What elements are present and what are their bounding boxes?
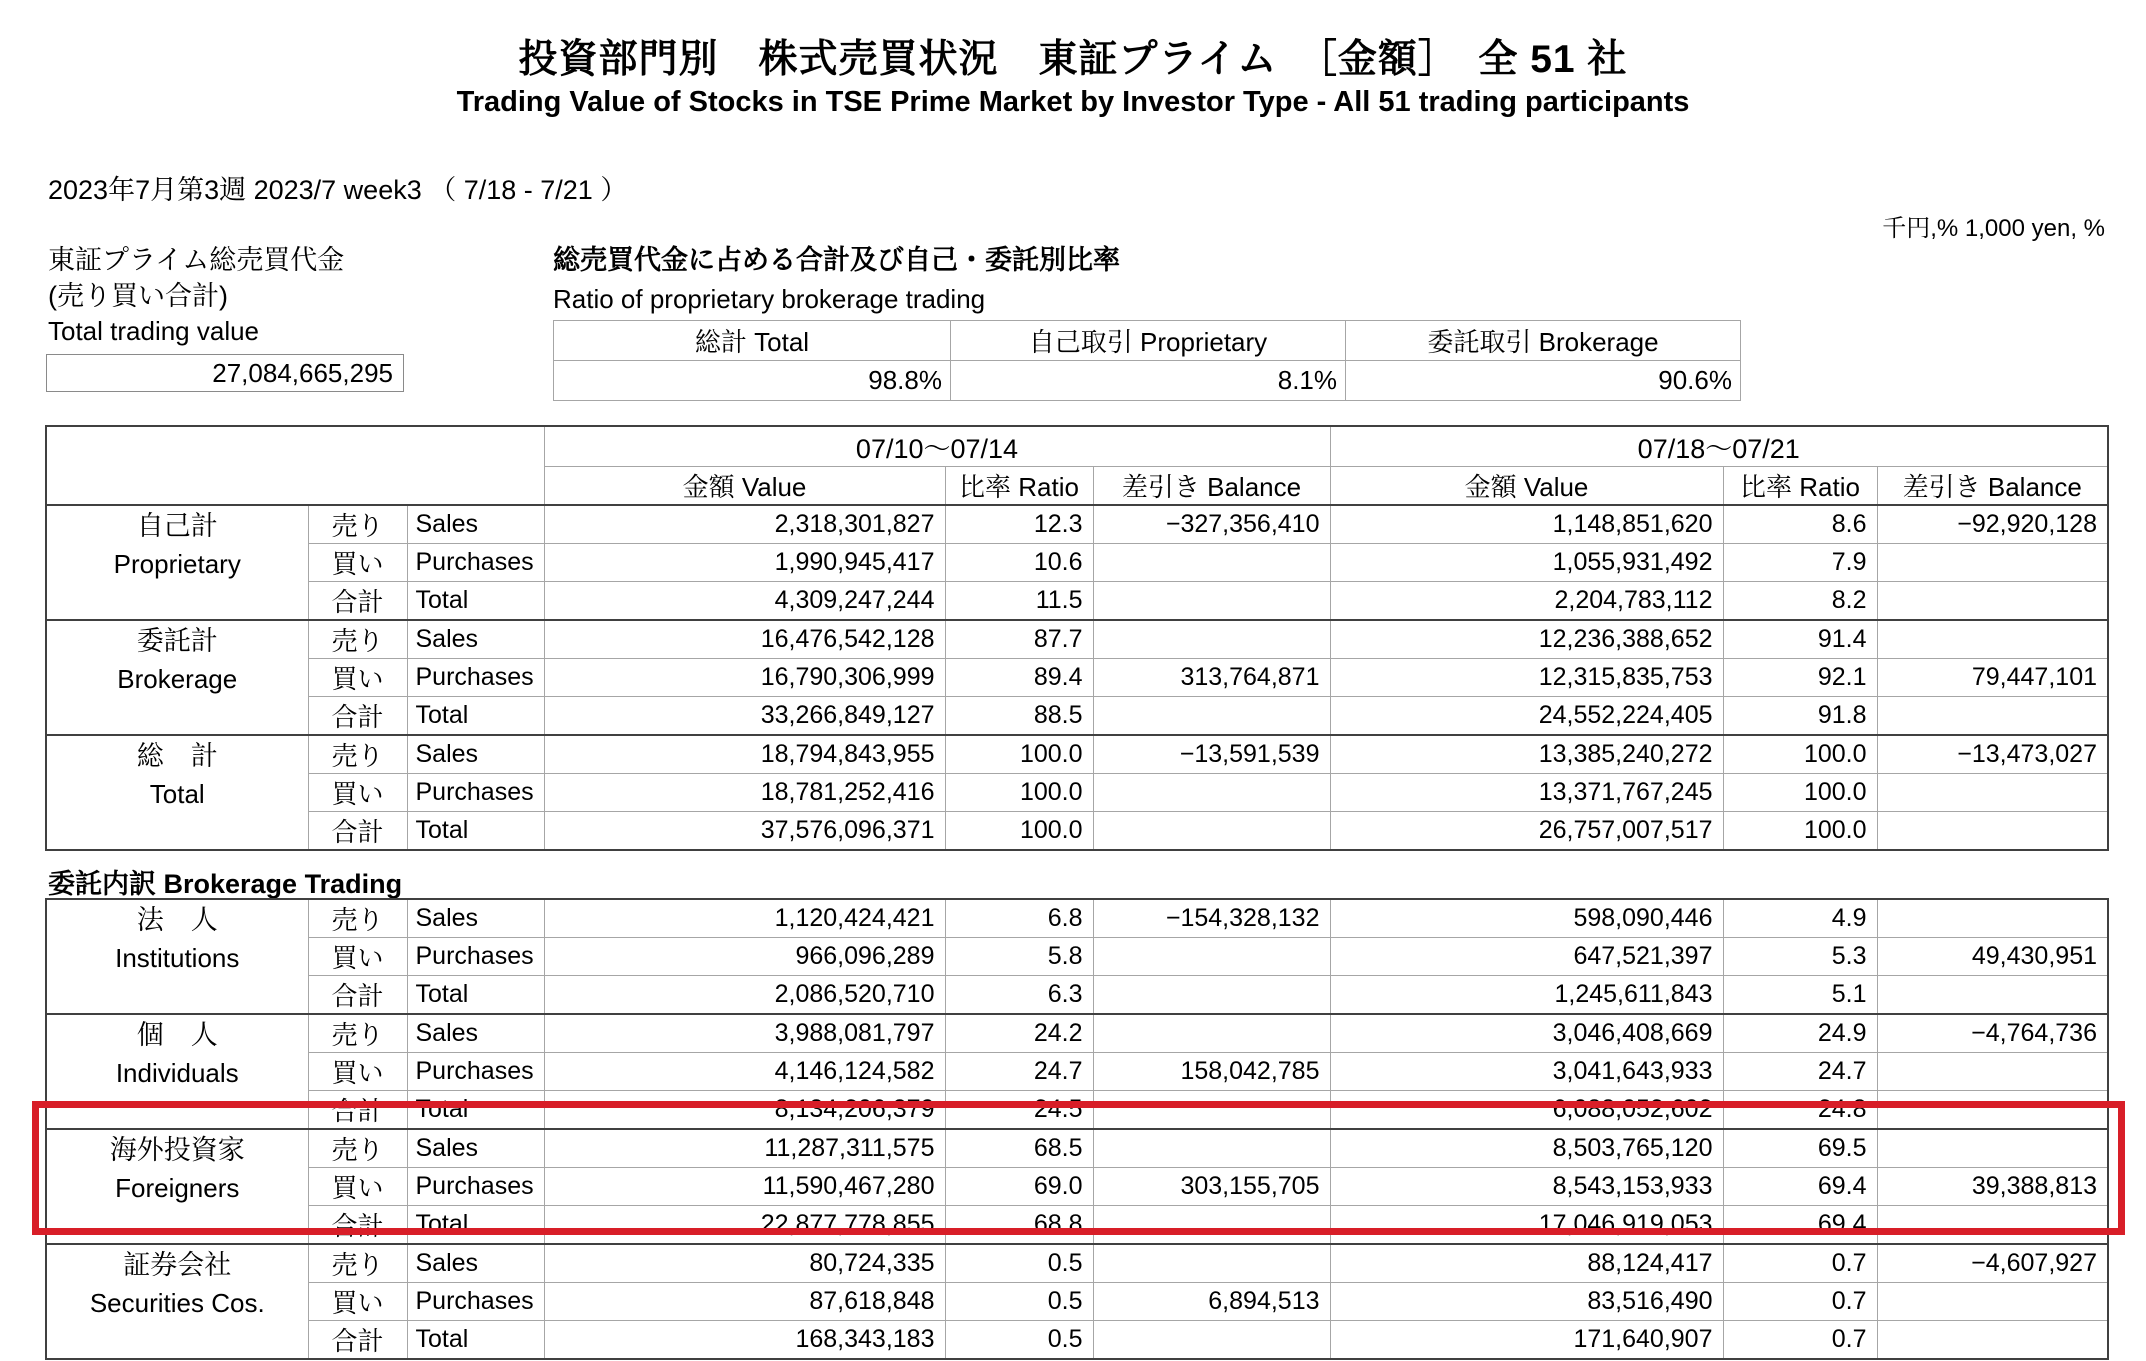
- row-type-en: Total: [407, 976, 544, 1015]
- unit-note: 千円,% 1,000 yen, %: [1882, 215, 2105, 242]
- ratio-cell: 68.8: [945, 1206, 1093, 1245]
- ratio-cell: 88.5: [945, 697, 1093, 736]
- ratio-summary-title-en: Ratio of proprietary brokerage trading: [553, 284, 986, 314]
- ratio-cell: 5.3: [1723, 938, 1877, 976]
- group-name-jp: 総 計: [136, 741, 218, 771]
- row-type-jp: 買い: [308, 938, 407, 976]
- ratio-cell: 91.4: [1723, 620, 1877, 659]
- value-cell: 6,088,052,602: [1330, 1091, 1723, 1130]
- measure-header-value: 金額 Value: [1330, 467, 1723, 506]
- group-label-total: [46, 735, 308, 850]
- balance-cell: [1877, 620, 2108, 659]
- row-type-jp: 合計: [308, 697, 407, 736]
- balance-cell: [1877, 1129, 2108, 1168]
- balance-cell: −154,328,132: [1093, 899, 1330, 938]
- ratio-cell: 69.4: [1723, 1168, 1877, 1206]
- page-title-jp: 投資部門別 株式売買状況 東証プライム ［金額］ 全 51 社: [518, 38, 1628, 81]
- value-cell: 1,055,931,492: [1330, 544, 1723, 582]
- ratio-cell: 89.4: [945, 659, 1093, 697]
- row-type-jp: 買い: [308, 544, 407, 582]
- value-cell: 4,309,247,244: [544, 582, 945, 621]
- value-cell: 13,385,240,272: [1330, 735, 1723, 774]
- value-cell: 2,318,301,827: [544, 505, 945, 544]
- row-type-en: Purchases: [407, 774, 544, 812]
- total-value-label-en: Total trading value: [48, 316, 260, 346]
- value-cell: 80,724,335: [544, 1244, 945, 1283]
- value-cell: 16,476,542,128: [544, 620, 945, 659]
- ratio-cell: 0.7: [1723, 1283, 1877, 1321]
- ratio-cell: 4.9: [1723, 899, 1877, 938]
- value-cell: 12,236,388,652: [1330, 620, 1723, 659]
- balance-cell: [1093, 938, 1330, 976]
- balance-cell: [1093, 1091, 1330, 1130]
- row-type-jp: 売り: [308, 1014, 407, 1053]
- value-cell: 24,552,224,405: [1330, 697, 1723, 736]
- row-type-en: Total: [407, 582, 544, 621]
- ratio-summary-table: [553, 320, 1741, 401]
- balance-cell: −13,591,539: [1093, 735, 1330, 774]
- row-type-jp: 買い: [308, 1053, 407, 1091]
- ratio-cell: 6.3: [945, 976, 1093, 1015]
- balance-cell: [1093, 812, 1330, 851]
- balance-cell: [1093, 1129, 1330, 1168]
- group-name-en: Individuals: [115, 1058, 239, 1088]
- row-type-jp: 買い: [308, 1168, 407, 1206]
- measure-header-value: 金額 Value: [544, 467, 945, 506]
- row-type-en: Sales: [407, 1244, 544, 1283]
- value-cell: 87,618,848: [544, 1283, 945, 1321]
- ratio-cell: 7.9: [1723, 544, 1877, 582]
- measure-header-balance: 差引き Balance: [1877, 467, 2108, 506]
- ratio-proprietary-value: 8.1%: [951, 361, 1346, 401]
- group-name-en: Total: [149, 779, 205, 809]
- row-type-jp: 合計: [308, 582, 407, 621]
- period-header-1: 07/10～07/14: [544, 426, 1330, 467]
- ratio-cell: 0.5: [945, 1321, 1093, 1360]
- ratio-cell: 24.8: [1723, 1091, 1877, 1130]
- balance-cell: [1093, 544, 1330, 582]
- balance-cell: 49,430,951: [1877, 938, 2108, 976]
- balance-cell: 303,155,705: [1093, 1168, 1330, 1206]
- balance-cell: [1877, 774, 2108, 812]
- group-name-en: Foreigners: [115, 1173, 240, 1203]
- ratio-cell: 8.2: [1723, 582, 1877, 621]
- group-name-en: Proprietary: [113, 549, 241, 579]
- row-type-en: Purchases: [407, 544, 544, 582]
- ratio-cell: 87.7: [945, 620, 1093, 659]
- row-type-jp: 売り: [308, 899, 407, 938]
- row-type-jp: 売り: [308, 735, 407, 774]
- ratio-cell: 92.1: [1723, 659, 1877, 697]
- brokerage-section-title: 委託内訳 Brokerage Trading: [48, 869, 403, 899]
- value-cell: 22,877,778,855: [544, 1206, 945, 1245]
- row-type-en: Purchases: [407, 1168, 544, 1206]
- main-trading-table: [45, 425, 2109, 851]
- value-cell: 3,046,408,669: [1330, 1014, 1723, 1053]
- value-cell: 12,315,835,753: [1330, 659, 1723, 697]
- row-type-en: Sales: [407, 620, 544, 659]
- value-cell: 1,245,611,843: [1330, 976, 1723, 1015]
- value-cell: 4,146,124,582: [544, 1053, 945, 1091]
- value-cell: 37,576,096,371: [544, 812, 945, 851]
- total-value-label-jp1: 東証プライム総売買代金: [48, 245, 345, 275]
- row-type-en: Purchases: [407, 938, 544, 976]
- ratio-cell: 5.8: [945, 938, 1093, 976]
- row-type-jp: 合計: [308, 976, 407, 1015]
- value-cell: 88,124,417: [1330, 1244, 1723, 1283]
- value-cell: 966,096,289: [544, 938, 945, 976]
- balance-cell: 79,447,101: [1877, 659, 2108, 697]
- ratio-col-header: 総計 Total: [554, 321, 951, 361]
- balance-cell: [1877, 812, 2108, 851]
- balance-cell: [1093, 582, 1330, 621]
- value-cell: 16,790,306,999: [544, 659, 945, 697]
- balance-cell: −4,607,927: [1877, 1244, 2108, 1283]
- row-type-en: Purchases: [407, 1283, 544, 1321]
- value-cell: 8,503,765,120: [1330, 1129, 1723, 1168]
- balance-cell: [1877, 1206, 2108, 1245]
- row-type-jp: 合計: [308, 1321, 407, 1360]
- ratio-cell: 12.3: [945, 505, 1093, 544]
- row-type-en: Sales: [407, 735, 544, 774]
- balance-cell: [1877, 1321, 2108, 1360]
- ratio-brokerage-value: 90.6%: [1346, 361, 1741, 401]
- ratio-cell: 5.1: [1723, 976, 1877, 1015]
- balance-cell: [1093, 1321, 1330, 1360]
- group-label-foreigners: [46, 1129, 308, 1244]
- total-trading-value: 27,084,665,295: [46, 354, 404, 392]
- value-cell: 18,781,252,416: [544, 774, 945, 812]
- balance-cell: [1877, 582, 2108, 621]
- group-name-jp: 証券会社: [123, 1250, 232, 1280]
- ratio-cell: 24.2: [945, 1014, 1093, 1053]
- balance-cell: [1093, 976, 1330, 1015]
- ratio-cell: 100.0: [1723, 812, 1877, 851]
- value-cell: 1,990,945,417: [544, 544, 945, 582]
- balance-cell: 158,042,785: [1093, 1053, 1330, 1091]
- ratio-cell: 69.0: [945, 1168, 1093, 1206]
- group-name-en: Institutions: [115, 943, 240, 973]
- group-label-proprietary: [46, 505, 308, 620]
- row-type-en: Total: [407, 697, 544, 736]
- row-type-jp: 合計: [308, 1206, 407, 1245]
- row-type-jp: 売り: [308, 1129, 407, 1168]
- row-type-jp: 売り: [308, 1244, 407, 1283]
- ratio-cell: 100.0: [945, 812, 1093, 851]
- balance-cell: −4,764,736: [1877, 1014, 2108, 1053]
- ratio-total-value: 98.8%: [554, 361, 951, 401]
- group-name-jp: 委託計: [136, 626, 218, 656]
- balance-cell: [1093, 1244, 1330, 1283]
- value-cell: 83,516,490: [1330, 1283, 1723, 1321]
- ratio-cell: 91.8: [1723, 697, 1877, 736]
- balance-cell: [1093, 697, 1330, 736]
- ratio-cell: 0.5: [945, 1283, 1093, 1321]
- balance-cell: −92,920,128: [1877, 505, 2108, 544]
- balance-cell: [1093, 774, 1330, 812]
- row-type-jp: 買い: [308, 774, 407, 812]
- value-cell: 2,204,783,112: [1330, 582, 1723, 621]
- value-cell: 1,120,424,421: [544, 899, 945, 938]
- balance-cell: [1877, 1053, 2108, 1091]
- value-cell: 8,134,206,379: [544, 1091, 945, 1130]
- row-type-en: Total: [407, 1091, 544, 1130]
- ratio-cell: 100.0: [1723, 735, 1877, 774]
- value-cell: 18,794,843,955: [544, 735, 945, 774]
- ratio-col-header: 自己取引 Proprietary: [951, 321, 1346, 361]
- value-cell: 2,086,520,710: [544, 976, 945, 1015]
- group-label-securities: [46, 1244, 308, 1359]
- ratio-col-header: 委託取引 Brokerage: [1346, 321, 1741, 361]
- value-cell: 11,287,311,575: [544, 1129, 945, 1168]
- ratio-cell: 0.5: [945, 1244, 1093, 1283]
- value-cell: 8,543,153,933: [1330, 1168, 1723, 1206]
- balance-cell: [1877, 976, 2108, 1015]
- row-type-jp: 買い: [308, 659, 407, 697]
- period-header-2: 07/18～07/21: [1330, 426, 2108, 467]
- ratio-cell: 24.9: [1723, 1014, 1877, 1053]
- value-cell: 647,521,397: [1330, 938, 1723, 976]
- balance-cell: −327,356,410: [1093, 505, 1330, 544]
- group-name-en: Securities Cos.: [89, 1288, 265, 1318]
- row-type-en: Total: [407, 1321, 544, 1360]
- ratio-cell: 69.4: [1723, 1206, 1877, 1245]
- value-cell: 1,148,851,620: [1330, 505, 1723, 544]
- value-cell: 26,757,007,517: [1330, 812, 1723, 851]
- ratio-cell: 100.0: [1723, 774, 1877, 812]
- balance-cell: 313,764,871: [1093, 659, 1330, 697]
- measure-header-ratio: 比率 Ratio: [1723, 467, 1877, 506]
- ratio-cell: 100.0: [945, 735, 1093, 774]
- row-type-en: Sales: [407, 505, 544, 544]
- group-name-jp: 法 人: [136, 905, 218, 935]
- ratio-cell: 69.5: [1723, 1129, 1877, 1168]
- row-type-jp: 売り: [308, 505, 407, 544]
- value-cell: 3,988,081,797: [544, 1014, 945, 1053]
- value-cell: 168,343,183: [544, 1321, 945, 1360]
- balance-cell: [1093, 620, 1330, 659]
- balance-cell: [1877, 899, 2108, 938]
- balance-cell: [1877, 544, 2108, 582]
- ratio-cell: 24.5: [945, 1091, 1093, 1130]
- row-type-jp: 売り: [308, 620, 407, 659]
- balance-cell: 6,894,513: [1093, 1283, 1330, 1321]
- row-type-jp: 合計: [308, 1091, 407, 1130]
- value-cell: 171,640,907: [1330, 1321, 1723, 1360]
- ratio-cell: 0.7: [1723, 1321, 1877, 1360]
- value-cell: 17,046,919,053: [1330, 1206, 1723, 1245]
- row-type-en: Purchases: [407, 659, 544, 697]
- group-name-jp: 個 人: [136, 1020, 218, 1050]
- total-value-label-jp2: (売り買い合計): [48, 281, 228, 311]
- row-type-en: Total: [407, 812, 544, 851]
- week-label: 2023年7月第3週 2023/7 week3 （ 7/18 - 7/21 ）: [48, 175, 628, 205]
- group-label-institutions: [46, 899, 308, 1014]
- row-type-en: Sales: [407, 899, 544, 938]
- measure-header-ratio: 比率 Ratio: [945, 467, 1093, 506]
- group-name-en: Brokerage: [117, 664, 238, 694]
- group-label-individuals: [46, 1014, 308, 1129]
- value-cell: 11,590,467,280: [544, 1168, 945, 1206]
- row-type-en: Sales: [407, 1129, 544, 1168]
- row-type-jp: 買い: [308, 1283, 407, 1321]
- measure-header-balance: 差引き Balance: [1093, 467, 1330, 506]
- balance-cell: [1093, 1014, 1330, 1053]
- ratio-cell: 0.7: [1723, 1244, 1877, 1283]
- row-type-jp: 合計: [308, 812, 407, 851]
- balance-cell: 39,388,813: [1877, 1168, 2108, 1206]
- ratio-cell: 10.6: [945, 544, 1093, 582]
- ratio-cell: 24.7: [1723, 1053, 1877, 1091]
- group-name-jp: 海外投資家: [109, 1135, 245, 1165]
- value-cell: 13,371,767,245: [1330, 774, 1723, 812]
- balance-cell: [1093, 1206, 1330, 1245]
- ratio-summary-title-jp: 総売買代金に占める合計及び自己・委託別比率: [553, 245, 1120, 275]
- balance-cell: [1877, 697, 2108, 736]
- group-label-brokerage: [46, 620, 308, 735]
- ratio-cell: 100.0: [945, 774, 1093, 812]
- value-cell: 33,266,849,127: [544, 697, 945, 736]
- balance-cell: −13,473,027: [1877, 735, 2108, 774]
- page-title-en: Trading Value of Stocks in TSE Prime Market by Investor Type - All 51 trading participants: [456, 86, 1690, 118]
- balance-cell: [1877, 1091, 2108, 1130]
- row-type-en: Total: [407, 1206, 544, 1245]
- ratio-cell: 8.6: [1723, 505, 1877, 544]
- group-name-jp: 自己計: [136, 511, 218, 541]
- ratio-cell: 24.7: [945, 1053, 1093, 1091]
- ratio-cell: 11.5: [945, 582, 1093, 621]
- row-type-en: Purchases: [407, 1053, 544, 1091]
- balance-cell: [1877, 1283, 2108, 1321]
- value-cell: 598,090,446: [1330, 899, 1723, 938]
- corner-cell: [46, 426, 544, 505]
- brokerage-breakdown-table: [45, 898, 2109, 1360]
- ratio-cell: 6.8: [945, 899, 1093, 938]
- row-type-en: Sales: [407, 1014, 544, 1053]
- ratio-cell: 68.5: [945, 1129, 1093, 1168]
- value-cell: 3,041,643,933: [1330, 1053, 1723, 1091]
